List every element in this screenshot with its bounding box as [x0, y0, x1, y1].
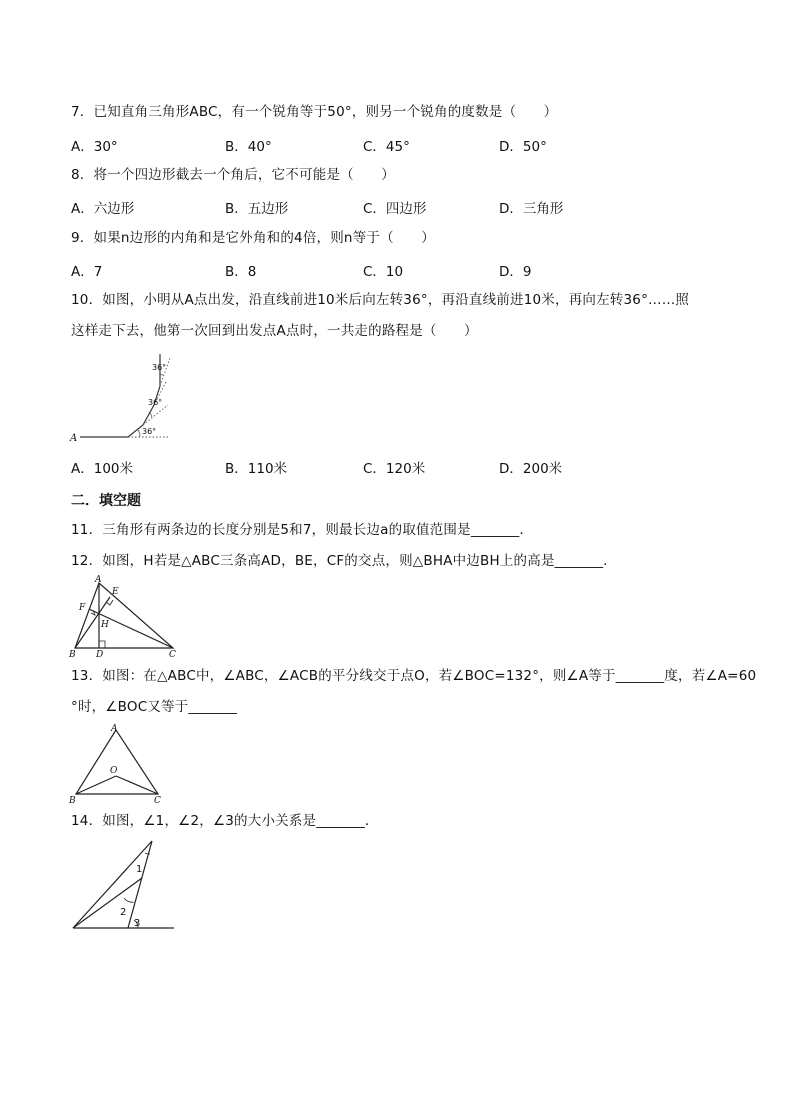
question-7-option-d[interactable]: D．50° — [499, 139, 547, 155]
question-8-option-c[interactable]: C．四边形 — [363, 201, 427, 217]
label-b: B — [69, 650, 76, 660]
question-7-option-b[interactable]: B．40° — [225, 139, 272, 155]
label-f: F — [79, 603, 86, 613]
question-9-option-b[interactable]: B．8 — [225, 264, 257, 280]
angle-2-label: 2 — [120, 907, 127, 918]
label-b: B — [69, 796, 76, 806]
question-8-text: 8．将一个四边形截去一个角后，它不可能是（ ） — [71, 167, 395, 183]
question-9-option-d[interactable]: D．9 — [499, 264, 532, 280]
label-c: C — [154, 796, 161, 806]
question-13-text-line1: 13．如图：在△ABC中，∠ABC，∠ACB的平分线交于点O，若∠BOC=132°，则∠A等于_______度，若∠A=60 — [71, 668, 757, 684]
question-13-text-line2: °时，∠BOC又等于_______ — [71, 699, 238, 715]
question-7-text: 7．已知直角三角形ABC，有一个锐角等于50°，则另一个锐角的度数是（ ） — [71, 104, 558, 120]
question-9-text: 9．如果n边形的内角和是它外角和的4倍，则n等于（ ） — [71, 230, 435, 246]
question-8-option-d[interactable]: D．三角形 — [499, 201, 564, 217]
label-e: E — [112, 587, 119, 597]
label-h: H — [101, 620, 109, 630]
triangle-altitudes-figure — [68, 575, 180, 660]
label-d: D — [96, 650, 104, 660]
question-10-text-line1: 10．如图，小明从A点出发，沿直线前进10米后向左转36°，再沿直线前进10米，再向左转36°……照 — [71, 292, 690, 308]
inner-segment — [73, 878, 142, 928]
question-7-options — [71, 135, 771, 153]
angle-3-label: 3 — [134, 918, 141, 929]
triangle-abc — [75, 583, 173, 648]
question-8-option-b[interactable]: B．五边形 — [225, 201, 289, 217]
question-7-option-a[interactable]: A．30° — [71, 139, 118, 155]
walking-path — [80, 354, 163, 437]
question-10-option-c[interactable]: C．120米 — [363, 461, 426, 477]
question-11-text: 11．三角形有两条边的长度分别是5和7，则最长边a的取值范围是_______． — [71, 522, 534, 538]
walking-path-figure — [68, 352, 178, 444]
question-14-text: 14．如图，∠1，∠2，∠3的大小关系是_______． — [71, 813, 379, 829]
angle-label-2: 36° — [148, 398, 163, 407]
angle-1-label: 1 — [136, 864, 143, 875]
angle-bisector-figure — [68, 722, 168, 804]
triangle-abc — [76, 730, 158, 794]
angles-comparison-figure — [68, 838, 178, 934]
question-9-options — [71, 260, 771, 278]
question-8-option-a[interactable]: A．六边形 — [71, 201, 135, 217]
question-9-option-c[interactable]: C．10 — [363, 264, 404, 280]
angle-label-3: 36° — [152, 363, 167, 372]
angle-label-1: 36° — [142, 427, 157, 436]
point-a-label: A — [70, 433, 78, 444]
section-title-fill-blank: 二．填空题 — [71, 493, 141, 509]
question-10-text-line2: 这样走下去，他第一次回到出发点A点时，一共走的路程是（ ） — [71, 323, 478, 339]
question-9-option-a[interactable]: A．7 — [71, 264, 103, 280]
question-12-text: 12．如图，H若是△ABC三条高AD，BE，CF的交点，则△BHA中边BH上的高是_______． — [71, 553, 618, 569]
question-10-option-d[interactable]: D．200米 — [499, 461, 563, 477]
label-c: C — [169, 650, 176, 660]
question-7-option-c[interactable]: C．45° — [363, 139, 410, 155]
question-10-option-a[interactable]: A．100米 — [71, 461, 134, 477]
question-8-options — [71, 197, 771, 215]
question-10-options — [71, 457, 771, 475]
label-a: A — [95, 575, 102, 585]
label-a: A — [111, 724, 118, 734]
label-o: O — [110, 766, 118, 776]
question-10-option-b[interactable]: B．110米 — [225, 461, 288, 477]
